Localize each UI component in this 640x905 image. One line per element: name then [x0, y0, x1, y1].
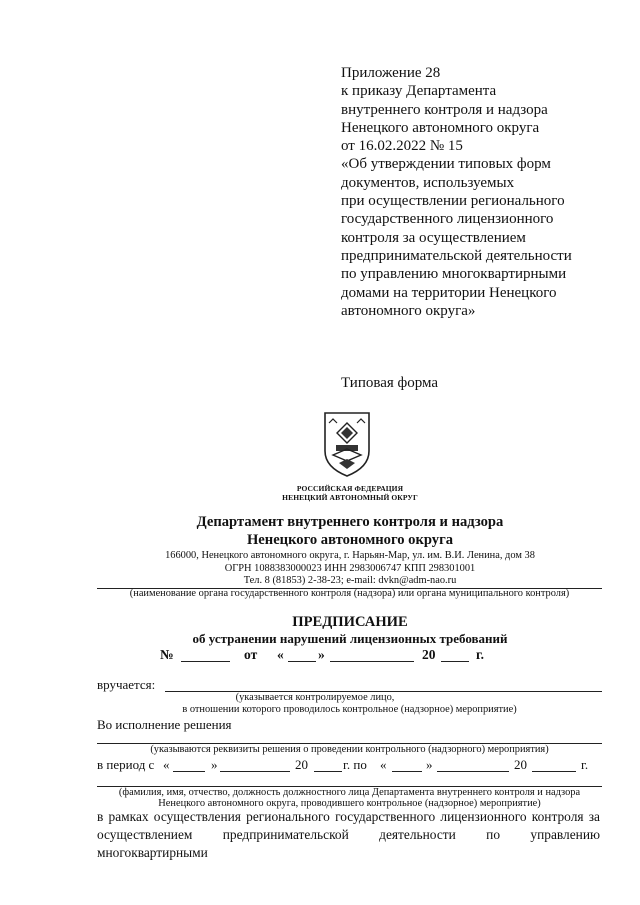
year-prefix: 20 [422, 647, 436, 662]
served-caption-2: в отношении которого проводилось контрольное (надзорное) мероприятие) [182, 704, 517, 715]
served-label: вручается: [97, 677, 156, 692]
period-open-quote-1: « [163, 757, 170, 772]
period-month-2-blank[interactable] [437, 771, 509, 772]
day-blank[interactable] [288, 661, 316, 662]
quote-open: « [277, 647, 284, 662]
department-contacts: Тел. 8 (81853) 2-38-23; e-mail: dvkn@adm-nao.ru [243, 575, 457, 586]
period-year-1-blank[interactable] [314, 771, 342, 772]
appendix-header [341, 64, 611, 320]
official-caption-1: (фамилия, имя, отчество, должность должностного лица Департамента внутреннего контроля и надзора [118, 787, 581, 798]
quote-close: » [318, 647, 325, 662]
year-blank[interactable] [441, 661, 469, 662]
appendix-line: к приказу Департамента [341, 83, 497, 100]
appendix-line: документов, используемых [341, 174, 515, 191]
period-label: в период с [97, 757, 155, 772]
period-to-label: г. по [343, 757, 367, 772]
federation-label: РОССИЙСКАЯ ФЕДЕРАЦИЯ [296, 484, 404, 493]
appendix-line: от 16.02.2022 № 15 [341, 138, 463, 155]
period-year-2-blank[interactable] [532, 771, 576, 772]
appendix-line: государственного лицензионного [341, 211, 554, 228]
period-day-2-blank[interactable] [392, 771, 422, 772]
department-name-line1: Департамент внутреннего контроля и надзора [196, 514, 504, 530]
year-suffix: г. [476, 647, 484, 662]
body-paragraph: в рамках осуществления регионального государственного лицензионного контроля за осуществлением предпринимательской деятельности по управлению многоквартирными [97, 809, 600, 860]
appendix-line: контроля за осуществлением [341, 229, 526, 246]
number-blank[interactable] [181, 661, 230, 662]
appendix-line: внутреннего контроля и надзора [341, 101, 548, 118]
appendix-line: при осуществлении регионального [341, 193, 565, 210]
appendix-line: предпринимательской деятельности [341, 247, 572, 264]
organ-caption: (наименование органа государственного контроля (надзора) или органа муниципального контроля) [129, 588, 570, 599]
coat-of-arms-icon [319, 409, 375, 479]
document-subtitle: об устранении нарушений лицензионных требований [192, 631, 508, 646]
okrug-label: НЕНЕЦКИЙ АВТОНОМНЫЙ ОКРУГ [282, 493, 418, 502]
from-label: от [244, 647, 258, 662]
period-open-quote-2: « [380, 757, 387, 772]
official-caption-2: Ненецкого автономного округа, проводившего контрольное (надзорное) мероприятие) [158, 798, 541, 809]
appendix-line: «Об утверждении типовых форм [341, 156, 551, 173]
appendix-line: Приложение 28 [341, 65, 441, 81]
appendix-line: автономного округа» [341, 302, 476, 319]
form-type-label: Типовая форма [341, 375, 439, 391]
appendix-line: по управлению многоквартирными [341, 266, 567, 283]
appendix-line: домами на территории Ненецкого [341, 284, 557, 301]
decision-label: Во исполнение решения [97, 717, 232, 732]
period-year-2: 20 [514, 757, 527, 772]
period-month-1-blank[interactable] [220, 771, 290, 772]
department-address: 166000, Ненецкого автономного округа, г. Нарьян-Мар, ул. им. В.И. Ленина, дом 38 [165, 550, 535, 561]
period-close-quote-1: » [211, 757, 218, 772]
department-name-line2: Ненецкого автономного округа [246, 532, 454, 548]
number-sign: № [160, 647, 174, 662]
appendix-line: Ненецкого автономного округа [341, 119, 540, 136]
period-year-1: 20 [295, 757, 308, 772]
served-caption-1: (указывается контролируемое лицо, [235, 692, 395, 703]
department-registration: ОГРН 1088383000023 ИНН 2983006747 КПП 298301001 [224, 563, 476, 574]
month-blank[interactable] [330, 661, 414, 662]
period-close-quote-2: » [426, 757, 433, 772]
period-end-label: г. [581, 757, 589, 772]
period-day-1-blank[interactable] [173, 771, 205, 772]
decision-caption: (указываются реквизиты решения о проведении контрольного (надзорного) мероприятия) [150, 744, 549, 755]
document-title: ПРЕДПИСАНИЕ [292, 614, 408, 630]
